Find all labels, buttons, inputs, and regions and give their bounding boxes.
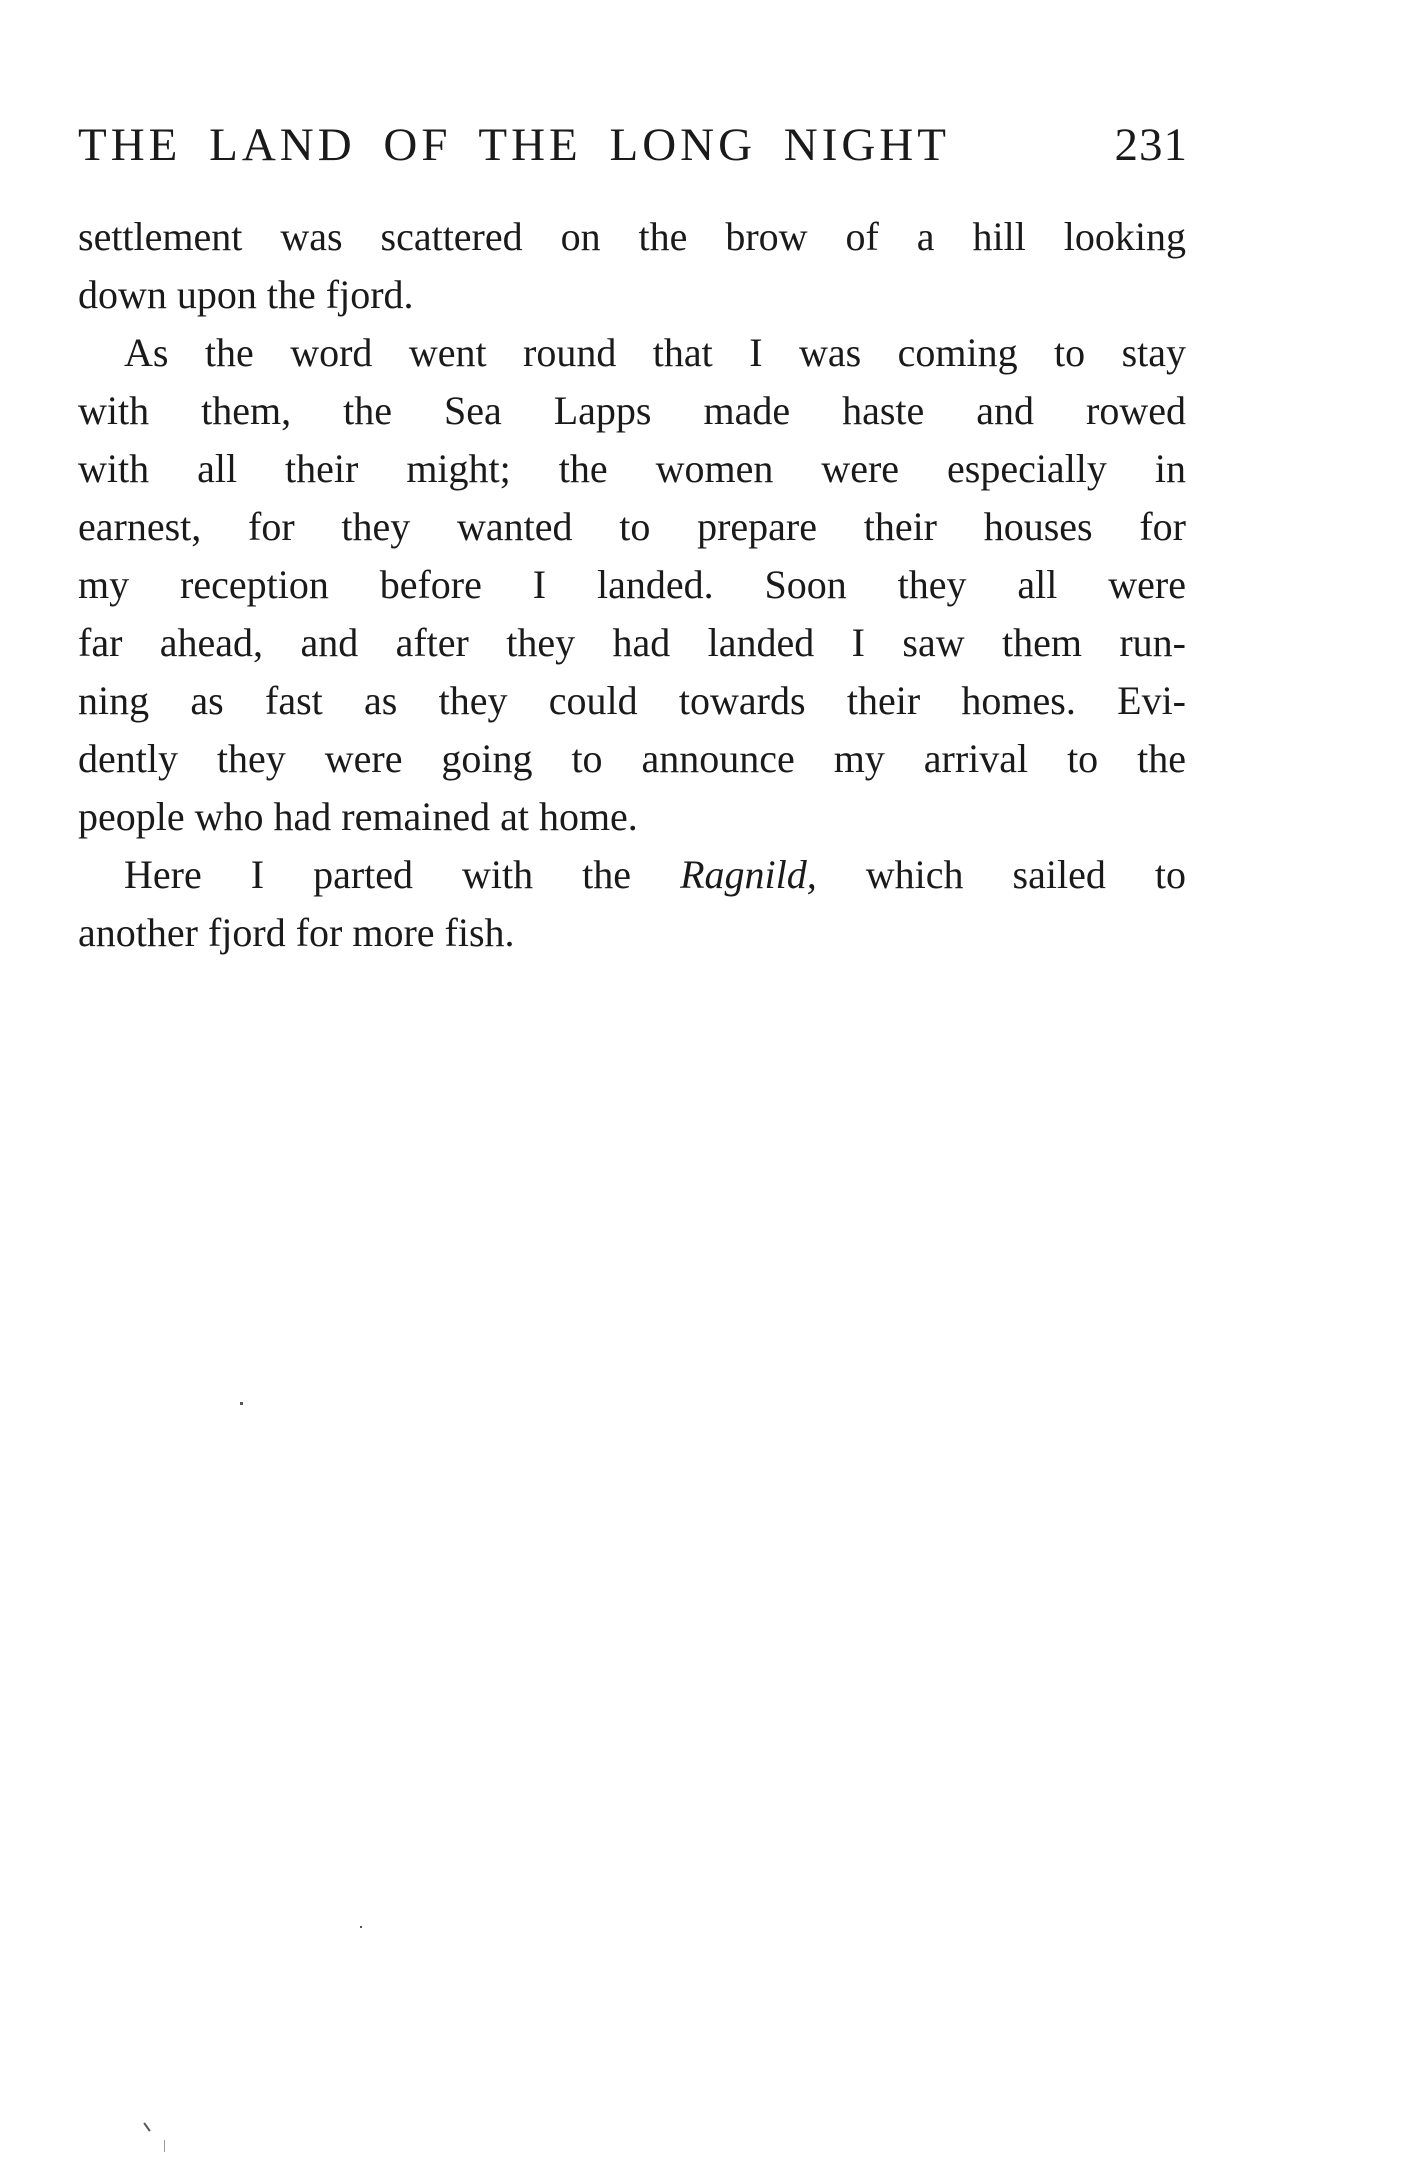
page-number: 231 <box>1114 119 1188 171</box>
print-speck <box>360 1926 362 1928</box>
text-line: people who had remained at home. <box>78 794 638 839</box>
text-line: far ahead, and after they had landed I saw them run- <box>78 620 1186 665</box>
text-line: dently they were going to announce my arrival to the <box>78 736 1186 781</box>
text-line: settlement was scattered on the brow of a hill looking <box>78 214 1186 259</box>
ship-name: Ragnild, <box>680 852 817 897</box>
text-line: with all their might; the women were especially in <box>78 446 1186 491</box>
print-speck <box>143 2122 150 2131</box>
text-segment: Here I parted with the <box>124 852 681 897</box>
text-segment: which sailed to <box>816 852 1186 897</box>
text-line: down upon the fjord. <box>78 272 414 317</box>
print-speck <box>240 1402 243 1405</box>
text-line <box>78 846 1186 904</box>
text-line: As the word went round that I was coming to stay <box>124 330 1186 375</box>
text-line: earnest, for they wanted to prepare their houses for <box>78 504 1186 549</box>
text-line: my reception before I landed. Soon they all were <box>78 562 1186 607</box>
text-line: ning as fast as they could towards their homes. Evi- <box>78 678 1186 723</box>
running-head <box>78 118 1188 178</box>
print-speck <box>164 2140 165 2152</box>
text-line: another fjord for more fish. <box>78 910 515 955</box>
running-title: THE LAND OF THE LONG NIGHT <box>78 119 950 171</box>
body-text <box>78 208 1186 962</box>
text-line: with them, the Sea Lapps made haste and rowed <box>78 388 1186 433</box>
